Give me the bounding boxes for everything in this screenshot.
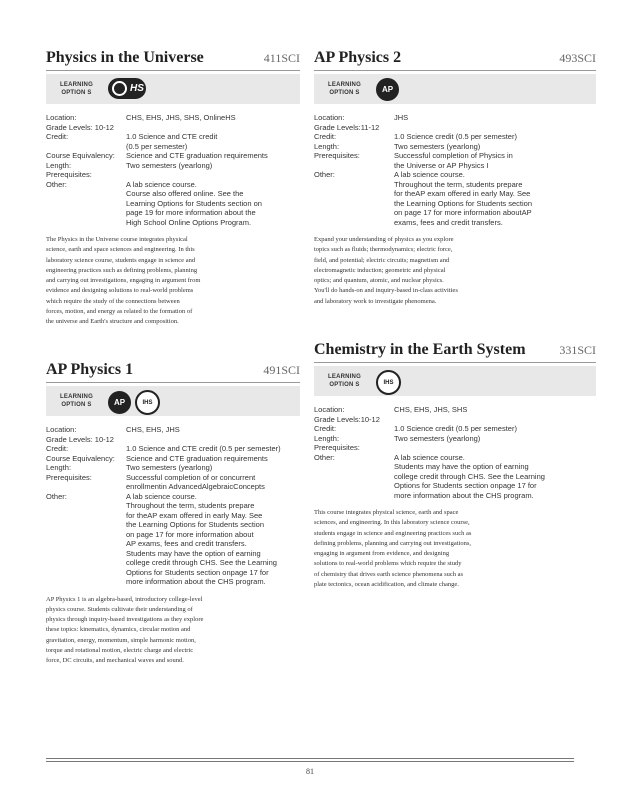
detail-label: Length: xyxy=(314,433,340,443)
learning-options-bar xyxy=(46,386,300,416)
detail-value: A lab science course. Students may have the option of earning college credit through CHS. See the Learning Options for Students section onpage 17 for more information about the CHS program. xyxy=(394,452,545,500)
course-ap-physics-1 xyxy=(46,360,300,667)
detail-value: A lab science course. Throughout the term, students prepare for theAP exam offered in early May. See the Learning Options for Students section on page 17 for more information aboutAP exams, fees and credit transfers. xyxy=(394,170,533,227)
detail-row xyxy=(46,435,300,445)
course-ap-physics-2 xyxy=(314,48,596,307)
detail-row xyxy=(314,123,596,133)
ihs-icon: IHS xyxy=(135,390,160,415)
detail-row xyxy=(314,405,596,415)
course-description: Expand your understanding of physics as you explore topics such as fluids; thermodynamics; electric force, field, and potential; electric circuits; magnetism and electromagnetic induction; geometric and physical optics; and quantum, atomic, and nuclear physics. You'll do hands-on and inquiry-based in-class activities and laboratory work to investigate phenomena. xyxy=(314,236,458,305)
detail-label: Other: xyxy=(314,452,335,462)
course-code: 331SCI xyxy=(559,343,596,357)
detail-label: Credit: xyxy=(46,132,69,141)
course-chemistry-in-the-earth-system xyxy=(314,340,596,590)
course-details xyxy=(314,113,596,227)
detail-label: Credit: xyxy=(314,424,337,433)
detail-label: Prerequisites: xyxy=(314,443,360,452)
detail-label: Prerequisites: xyxy=(46,170,92,179)
course-description: The Physics in the Universe course integrates physical science, earth and space sciences and engineering. In this laboratory science course, students engage in science and engineering practices such as defining problems, planning and carrying out investigations, engaging in argument from evidence and designing solutions to real-world problems which require the study of the connections between forces, motion, and energy as related to the formation of the universe and Earth's structure and composition. xyxy=(46,236,201,326)
detail-row xyxy=(314,434,596,444)
ap-icon: AP xyxy=(376,78,399,101)
detail-row xyxy=(314,132,596,142)
detail-row xyxy=(46,444,300,454)
learning-options-label: LEARNING OPTION S xyxy=(328,82,361,96)
detail-label: Grade Levels: 10-12 xyxy=(46,122,114,132)
course-title: AP Physics 2 xyxy=(314,49,402,66)
detail-label: Course Equivalency: xyxy=(46,453,115,463)
learning-options-icons xyxy=(376,78,399,101)
course-title-row xyxy=(46,48,300,71)
detail-label: Grade Levels:10-12 xyxy=(314,414,380,424)
learning-options-bar xyxy=(314,366,596,396)
course-description: AP Physics 1 is an algebra-based, introductory college-level physics course. Students cultivate their understanding of physics through inquiry-based investigations as they explore these topics: kinematics, dynamics, circular motion and gravitation, energy, momentum, simple harmonic motion, torque and rotational motion, electric charge and electric force, DC circuits, and mechanical waves and sound. xyxy=(46,595,204,665)
detail-row xyxy=(314,424,596,434)
course-details xyxy=(46,425,300,587)
learning-options-label: LEARNING OPTION S xyxy=(60,82,93,96)
detail-value: Successful completion of or concurrent enrollmentin AdvancedAlgebraicConcepts xyxy=(126,472,265,491)
detail-label: Course Equivalency: xyxy=(46,151,115,160)
detail-label: Prerequisites: xyxy=(314,151,360,160)
detail-row xyxy=(314,170,596,227)
ap-icon: AP xyxy=(108,391,131,414)
detail-label: Location: xyxy=(314,113,345,122)
detail-value: Two semesters (yearlong) xyxy=(126,463,213,472)
detail-value: A lab science course. Throughout the term, students prepare for theAP exam offered in early May. See the Learning Options for Students section on page 17 for more information about AP exams, fees and credit transfers. Students may have the option of earning college credit through CHS. See the Learning Options for Students section onpage 17 for more information about the CHS program. xyxy=(126,491,277,586)
detail-label: Location: xyxy=(314,405,345,414)
course-title: AP Physics 1 xyxy=(46,361,134,378)
course-details xyxy=(46,113,300,227)
detail-label: Other: xyxy=(46,179,67,189)
course-title: Chemistry in the Earth System xyxy=(314,341,526,358)
detail-label: Credit: xyxy=(314,132,337,141)
course-physics-in-the-universe xyxy=(46,48,300,328)
detail-value xyxy=(360,443,596,453)
detail-label: Prerequisites: xyxy=(46,472,92,482)
detail-value: Two semesters (yearlong) xyxy=(394,433,481,443)
detail-label: Location: xyxy=(46,425,77,434)
footer-rule xyxy=(46,758,574,759)
detail-row xyxy=(46,113,300,123)
footer-rule xyxy=(46,761,574,762)
detail-value xyxy=(92,170,300,180)
course-title: Physics in the Universe xyxy=(46,49,204,66)
detail-value: Two semesters (yearlong) xyxy=(126,160,213,170)
detail-row xyxy=(46,132,300,151)
detail-value: CHS, EHS, JHS xyxy=(126,425,180,434)
detail-value: 1.0 Science credit (0.5 per semester) xyxy=(394,424,517,433)
detail-row xyxy=(46,473,300,492)
detail-row xyxy=(314,113,596,123)
detail-row xyxy=(314,453,596,501)
detail-row xyxy=(46,463,300,473)
ihs-icon: IHS xyxy=(376,370,401,395)
detail-row xyxy=(46,454,300,464)
detail-label: Length: xyxy=(46,160,72,170)
detail-row xyxy=(314,443,596,453)
course-code: 411SCI xyxy=(263,51,300,65)
course-title-row xyxy=(314,48,596,71)
course-title-row xyxy=(314,340,596,363)
detail-value: Successful completion of Physics in the Universe or AP Physics I xyxy=(394,151,513,170)
detail-label: Grade Levels: 10-12 xyxy=(46,434,114,444)
page-number: 81 xyxy=(306,767,314,776)
detail-row xyxy=(46,123,300,133)
detail-label: Length: xyxy=(314,141,340,151)
detail-label: Credit: xyxy=(46,444,69,453)
detail-label: Other: xyxy=(46,491,67,501)
detail-row xyxy=(46,425,300,435)
detail-value: JHS xyxy=(394,113,409,122)
detail-row xyxy=(46,161,300,171)
learning-options-icons xyxy=(108,390,160,415)
detail-row xyxy=(46,492,300,587)
detail-value: A lab science course. Course also offered online. See the Learning Options for Students section on page 19 for more information about the High School Online Options Program. xyxy=(126,179,262,227)
detail-value: 1.0 Science and CTE credit (0.5 per semester) xyxy=(126,444,281,453)
detail-value xyxy=(114,435,300,445)
detail-value: 1.0 Science and CTE credit (0.5 per semester) xyxy=(126,132,218,151)
detail-value: Science and CTE graduation requirements xyxy=(126,151,268,160)
course-description: This course integrates physical science, earth and space sciences, and engineering. In this laboratory science course, students engage in science and engineering practices such as defining problems, planning and carrying out investigations, engaging in argument from evidence, and designing solutions to real-world problems which require the study of chemistry that drives earth science phenomena such as plate tectonics, ocean acidification, and climate change. xyxy=(314,509,472,589)
course-title-row xyxy=(46,360,300,383)
detail-value: Science and CTE graduation requirements xyxy=(126,453,268,463)
detail-value xyxy=(380,415,596,425)
learning-options-label: LEARNING OPTION S xyxy=(60,394,93,408)
detail-value: Two semesters (yearlong) xyxy=(394,141,481,151)
course-code: 491SCI xyxy=(263,363,300,377)
detail-value xyxy=(114,123,300,133)
learning-options-label: LEARNING OPTION S xyxy=(328,374,361,388)
detail-row xyxy=(314,151,596,170)
online-hs-icon: HS xyxy=(108,78,146,99)
detail-row xyxy=(46,180,300,228)
course-code: 493SCI xyxy=(559,51,596,65)
detail-value: CHS, EHS, JHS, SHS xyxy=(394,405,468,414)
detail-label: Location: xyxy=(46,113,77,122)
detail-label: Length: xyxy=(46,463,72,472)
detail-value: 1.0 Science credit (0.5 per semester) xyxy=(394,132,517,141)
detail-row xyxy=(314,142,596,152)
detail-row xyxy=(46,151,300,161)
detail-row xyxy=(46,170,300,180)
detail-label: Grade Levels:11-12 xyxy=(314,122,380,132)
learning-options-icons xyxy=(108,78,146,99)
detail-label: Other: xyxy=(314,170,335,179)
learning-options-bar xyxy=(46,74,300,104)
detail-value xyxy=(379,123,596,133)
detail-value: CHS, EHS, JHS, SHS, OnlineHS xyxy=(126,113,236,122)
learning-options-bar xyxy=(314,74,596,104)
learning-options-icons xyxy=(376,370,401,395)
course-details xyxy=(314,405,596,500)
detail-row xyxy=(314,415,596,425)
